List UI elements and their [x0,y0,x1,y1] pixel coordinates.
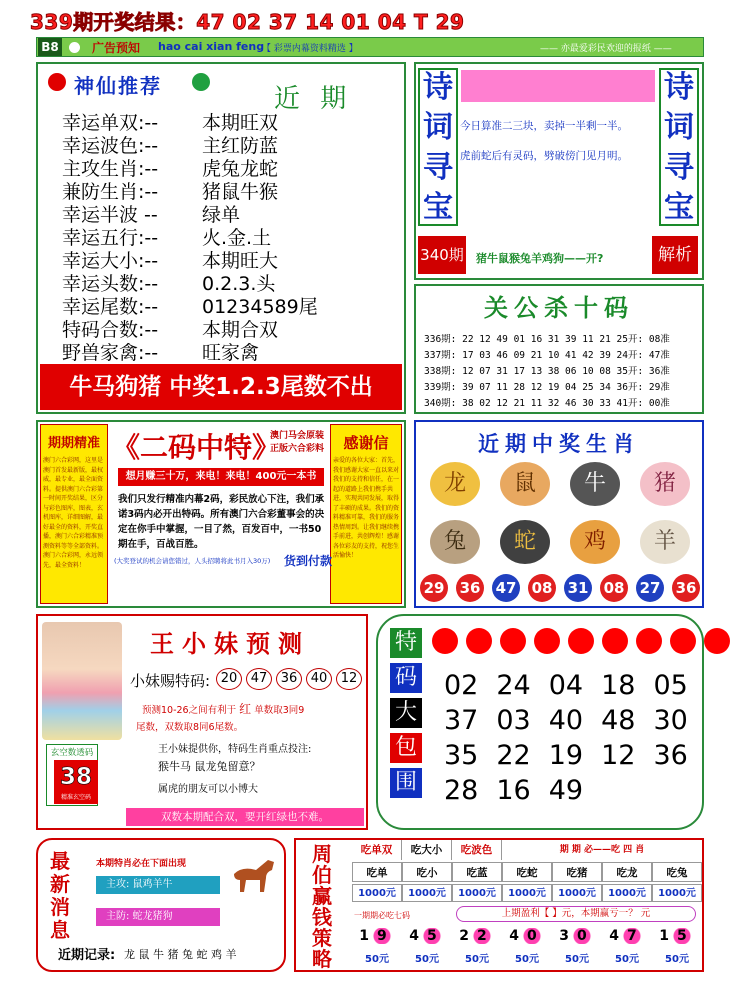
number-ball: 08 [528,574,556,602]
pick-ball: 40 [502,928,552,944]
tema-side [390,628,422,798]
welcome-label: —— 亦最爱彩民欢迎的报纸 —— [540,44,672,54]
pink-banner [461,70,655,102]
pick-ball: 47 [602,928,652,944]
char: 钱 [312,905,332,929]
poem-left-chars [418,68,458,228]
recent-label: 近期记录: [58,948,116,963]
number: 19 [548,740,584,771]
number: 16 [496,775,531,806]
item-label: 幸运尾数:-- [62,296,159,318]
erma-footer: (大奖登试的机会请您错过，人头招聘将此书月入30万) [114,557,271,565]
amount: 50元 [465,954,489,965]
red-dot [432,628,458,654]
number-row [444,668,688,703]
code-list [216,668,362,690]
item-value: 01234589尾 [202,296,318,318]
red-dot [602,628,628,654]
char: 寻 [423,150,453,185]
char: 伯 [312,863,332,887]
horse-icon [228,852,282,898]
amount: 50元 [365,954,389,965]
line1a: 预测10-26之间有利于 [142,705,237,716]
animal-icon: 牛 [570,462,620,506]
amount: 50元 [515,954,539,965]
shengxiao-title: 近期中奖生肖 [478,431,640,456]
subtitle-label: 【 彩票内幕资料精选 】 [262,44,358,54]
amount: 1000元 [652,884,702,902]
wang-line3: 王小妹提供你，特码生肖重点投注: [158,744,312,755]
item: 吃小 [402,862,452,882]
portrait-image [42,622,122,740]
code-ball: 40 [306,668,332,690]
poem-line1: 今日算准二三块，卖掉一半剩一半。 [460,120,628,132]
char: 宝 [664,190,694,225]
number-ball: 29 [420,574,448,602]
poem-right-chars [659,68,699,228]
header-cell: 吃大小 [402,840,452,860]
red-dot [568,628,594,654]
red-dot [466,628,492,654]
red-dot [670,628,696,654]
list-item [62,131,402,157]
red-dot [48,73,66,91]
code-ball: 12 [336,668,362,690]
shenxian-banner: 牛马狗猪 中奖1.2.3尾数不出 [40,364,402,410]
erma-cod: 货到付款 [284,554,333,568]
erma-slogan: 想月赚三十万，来电！来电！400元一本书 [118,468,324,486]
news-title [50,850,80,942]
number: 02 [444,670,479,701]
item-value: 绿单 [202,204,241,226]
item-label: 幸运波色:-- [62,135,159,157]
item: 吃蓝 [452,862,502,882]
zhoubo-items [352,862,702,882]
list-item [62,108,402,134]
main-label: 主攻: 鼠鸡羊牛 [96,876,220,894]
char: 最 [50,849,70,873]
number: 40 [548,705,584,736]
item-value: 旺家禽 [202,342,260,364]
erma-left-title: 期期精准 [47,436,100,451]
list-item: 338期: 12 07 31 17 13 38 06 10 08 35开: 36准 [424,366,670,377]
animal-icon: 猪 [640,462,690,506]
red-dot [704,628,730,654]
result-title: 339期开奖结果：47 02 37 14 01 04 T 29 [30,10,465,34]
amount: 50元 [565,954,589,965]
pick-ball: 22 [452,928,502,944]
note-left: 一期期必吃七码 [354,911,410,920]
side-char: 特 [390,628,422,658]
number: 04 [548,670,584,701]
number: 12 [601,740,636,771]
amount: 1000元 [352,884,402,902]
number: 03 [496,705,531,736]
number: 48 [601,705,636,736]
number-row [444,738,688,773]
poem-line2: 虎前蛇后有灵码，劈破傍门见月明。 [460,150,628,162]
code-ball: 36 [276,668,302,690]
item-value: 主红防蓝 [202,135,279,157]
wang-line1 [142,700,304,717]
erma-main-title: 《二码中特》 [112,431,281,464]
char: 策 [312,926,332,950]
item: 吃猪 [552,862,602,882]
poem-issue-badge: 340期 [418,236,466,274]
line1c: 单数取3同9 [254,705,305,716]
list-item: 336期: 22 12 49 01 16 31 39 11 21 25开: 08准 [424,334,670,345]
amount: 1000元 [602,884,652,902]
item-value: 本期旺大 [202,250,279,272]
ball-row [420,574,700,602]
number: 22 [496,740,531,771]
zhoubo-balls [352,928,702,944]
pick-ball: 45 [402,928,452,944]
wang-line4: 猴牛马 鼠龙兔留意？ [158,760,261,773]
item-label: 幸运五行:-- [62,227,159,249]
tema-dots [432,628,730,654]
code-ball: 20 [216,668,242,690]
animal-icon: 兔 [430,520,480,564]
wang-title: 王小妹预测 [150,629,310,658]
item-value: 猪鼠牛猴 [202,181,279,203]
zhoubo-amounts [352,884,702,902]
shenxian-list [62,108,402,364]
side-char: 码 [390,663,422,693]
erma-body: 我们只发行精准内幕2码，彩民放心下注，我们承诺3码内必开出特码。所有澳门六合彩董事会的决定在你手中掌握，一目了然，百发百中，一书50期在手，百战百胜。 [118,494,325,550]
item: 吃单 [352,862,402,882]
list-item [62,200,402,226]
number: 24 [496,670,531,701]
amount: 1000元 [402,884,452,902]
animal-icon: 龙 [430,462,480,506]
item-value: 0.2.3.头 [202,273,276,295]
item: 吃龙 [602,862,652,882]
amount: 1000元 [502,884,552,902]
side-char: 包 [390,733,422,763]
number-row [444,773,688,808]
erma-right-text: 亲爱的各位大家：首先，我们感谢大家一直以来对我们的支持和信任，在一起的道路上我们携手共进，实现共同发展，取得了丰硕的成果。我们的资料精准可靠，我们的服务热情周到。让我们继续携手前进，共创辉煌！感谢各位彩友的支持，祝您生活愉快！ [333,457,399,559]
page-code: B8 [38,38,62,56]
defend-label: 主防: 蛇龙猪狗 [96,908,220,926]
shenxian-title: 神仙推荐 [74,74,162,98]
header-cell: 吃单双 [352,840,402,860]
header-cell: 期 期 必——吃 四 肖 [559,845,645,855]
red-dot [500,628,526,654]
erma-main-side: 澳门马会原装正版六合彩料 [270,431,325,454]
xuankong-label: 玄空数透码 [50,748,94,758]
list-item [62,269,402,295]
number-ball: 36 [456,574,484,602]
tema-numbers [444,668,688,808]
item-label: 特码合数:-- [62,319,159,341]
item: 吃蛇 [502,862,552,882]
char: 词 [423,110,453,145]
code-label: 小妹赐特码: [130,672,211,690]
side-char: 大 [390,698,422,728]
list-item: 339期: 39 07 11 28 12 19 04 25 34 36开: 29准 [424,382,670,393]
number-ball: 36 [672,574,700,602]
number: 30 [653,705,688,736]
header-dot [69,42,80,53]
xuankong-sub: 精准玄空码 [60,794,91,801]
poem-jiexi-badge: 解析 [652,236,698,274]
char: 宝 [423,190,453,225]
number: 37 [444,705,479,736]
item-value: 本期旺双 [202,112,279,134]
char: 词 [664,110,694,145]
red-dot [636,628,662,654]
section-label: 广告预知 [92,41,141,55]
code-ball: 47 [246,668,272,690]
number-ball: 31 [564,574,592,602]
note-right: 上期盈利【 】元，本期赢亏一？ 元 [456,906,696,922]
item-label: 幸运头数:-- [62,273,159,295]
amount: 50元 [415,954,439,965]
wang-line2: 尾数，双数取8同6尾数。 [136,722,244,733]
char: 赢 [312,884,332,908]
number-ball: 47 [492,574,520,602]
pick-ball: 30 [552,928,602,944]
news-heading: 本期特肖必在下面出现 [96,859,187,869]
guangong-list [424,332,704,412]
item-label: 幸运大小:-- [62,250,159,272]
number: 18 [601,670,636,701]
item-label: 主攻生肖:-- [62,158,159,180]
char: 略 [312,947,332,971]
list-item: 340期: 38 02 12 21 11 32 46 30 33 41开: 00准 [424,398,670,409]
item-value: 火.金.土 [202,227,272,249]
char: 新 [50,872,70,896]
char: 消 [50,895,70,919]
number: 35 [444,740,479,771]
amount: 50元 [615,954,639,965]
wang-line5: 属虎的朋友可以小博大 [158,784,258,795]
number: 49 [548,775,584,806]
recent-label: 近 期 [274,84,353,114]
item-label: 幸运单双:-- [62,112,159,134]
zhoubo-side [302,844,342,970]
pinyin-label: hao cai xian feng [158,40,265,53]
item-label: 幸运半波 -- [62,204,158,226]
side-char: 围 [390,768,422,798]
list-item [62,223,402,249]
pick-ball: 15 [652,928,702,944]
erma-left-text: 澳门六合彩网，这里是澳门首发最新版，最权威，最专业，最全面资料。提供澳门六合彩第一时间开奖结果，区分与彩色图库，图表，玄机图库，详细图解，最好最全的资料，开奖直播，澳门六合彩精准预测资料等等全部资料。澳门六合彩网，永远领先，最全资料！ [43,457,104,569]
char: 周 [312,842,332,866]
list-item [62,177,402,203]
number-ball: 27 [636,574,664,602]
number: 36 [653,740,688,771]
list-item [62,154,402,180]
list-item [62,338,402,364]
list-item [62,292,402,318]
zhoubo-header [352,840,702,860]
amount: 50元 [665,954,689,965]
number: 28 [444,775,479,806]
item-label: 兼防生肖:-- [62,181,159,203]
list-item: 337期: 17 03 46 09 21 10 41 42 39 24开: 47准 [424,350,670,361]
xuankong-num: 38 [59,764,92,790]
erma-right-title: 感谢信 [343,434,389,452]
guangong-title: 关公杀十码 [484,293,634,322]
pick-ball: 19 [352,928,402,944]
list-item [62,315,402,341]
recent-value: 龙 鼠 牛 猪 兔 蛇 鸡 羊 [124,948,237,961]
char: 寻 [664,150,694,185]
zhoubo-small [352,950,702,965]
amount: 1000元 [552,884,602,902]
wang-footer: 双数本期配合双，要开红绿也不难。 [126,808,364,826]
header-cell: 吃波色 [452,840,502,860]
number: 05 [653,670,688,701]
char: 诗 [664,70,694,105]
green-dot [192,73,210,91]
item: 吃兔 [652,862,702,882]
list-item [62,246,402,272]
animal-icon: 鸡 [570,520,620,564]
item-label: 野兽家禽:-- [62,342,159,364]
animal-icon: 羊 [640,520,690,564]
animal-icon: 蛇 [500,520,550,564]
red-dot [534,628,560,654]
char: 息 [50,918,70,942]
line1b: 红 [239,702,252,716]
animal-icon: 鼠 [500,462,550,506]
item-value: 虎兔龙蛇 [202,158,279,180]
poem-answer: 猪牛鼠猴兔羊鸡狗——开? [476,252,604,265]
amount: 1000元 [452,884,502,902]
animal-grid [420,458,700,568]
number-ball: 08 [600,574,628,602]
char: 诗 [423,70,453,105]
item-value: 本期合双 [202,319,279,341]
number-row [444,703,688,738]
